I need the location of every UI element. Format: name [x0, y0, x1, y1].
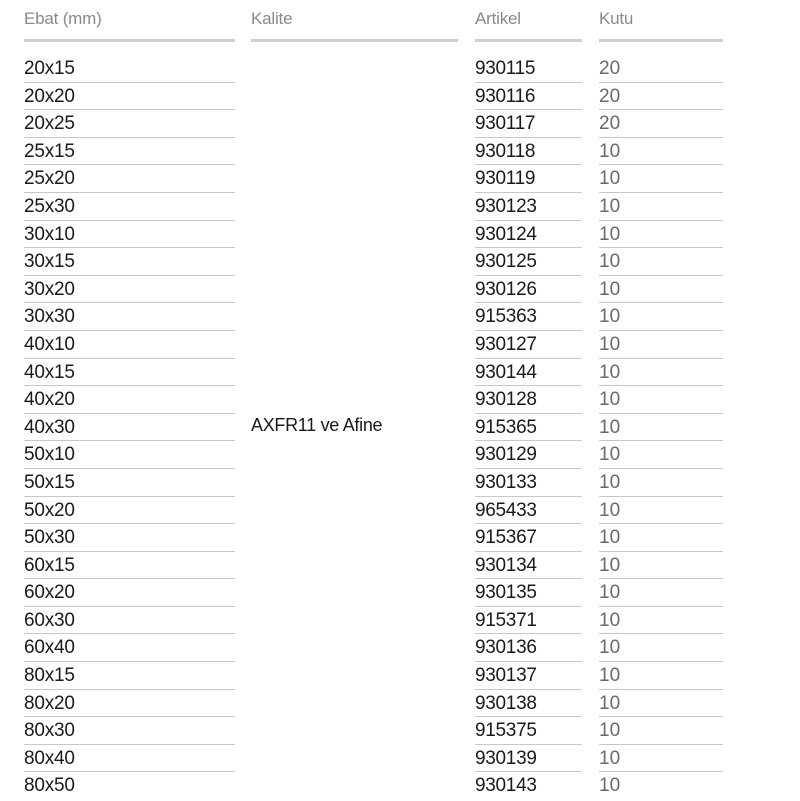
cell-ebat: 30x30	[24, 304, 235, 331]
cell-artikel: 915375	[475, 718, 582, 745]
column-header-artikel: Artikel	[475, 8, 582, 42]
cell-artikel: 930133	[475, 470, 582, 497]
cell-kutu: 10	[599, 194, 723, 221]
table-row	[0, 663, 800, 691]
cell-kutu: 10	[599, 608, 723, 635]
table-row	[0, 194, 800, 222]
cell-ebat: 40x30	[24, 415, 235, 442]
cell-ebat: 60x15	[24, 553, 235, 580]
cell-kutu: 10	[599, 415, 723, 442]
table-body	[0, 56, 800, 801]
table-row	[0, 332, 800, 360]
table-row	[0, 525, 800, 553]
column-header-kutu: Kutu	[599, 8, 723, 42]
table-row	[0, 580, 800, 608]
table-row	[0, 56, 800, 84]
cell-ebat: 20x25	[24, 111, 235, 138]
cell-kutu: 10	[599, 332, 723, 359]
table-row	[0, 553, 800, 581]
cell-kutu: 10	[599, 718, 723, 745]
cell-ebat: 50x20	[24, 498, 235, 525]
cell-kutu: 10	[599, 442, 723, 469]
cell-ebat: 50x30	[24, 525, 235, 552]
table-row	[0, 498, 800, 526]
cell-ebat: 80x40	[24, 746, 235, 773]
cell-kutu: 10	[599, 580, 723, 607]
cell-artikel: 930119	[475, 166, 582, 193]
cell-kutu: 10	[599, 691, 723, 718]
table-row	[0, 277, 800, 305]
cell-ebat: 80x20	[24, 691, 235, 718]
cell-ebat: 30x15	[24, 249, 235, 276]
cell-artikel: 930137	[475, 663, 582, 690]
cell-kutu: 10	[599, 166, 723, 193]
cell-kutu: 10	[599, 222, 723, 249]
cell-kutu: 10	[599, 304, 723, 331]
cell-ebat: 20x15	[24, 56, 235, 83]
table-row	[0, 718, 800, 746]
table-row	[0, 387, 800, 415]
cell-artikel: 930124	[475, 222, 582, 249]
cell-kutu: 10	[599, 277, 723, 304]
cell-artikel: 930143	[475, 775, 537, 797]
cell-kutu: 10	[599, 635, 723, 662]
cell-artikel: 930128	[475, 387, 582, 414]
cell-artikel: 915363	[475, 304, 582, 331]
column-header-ebat: Ebat (mm)	[24, 8, 235, 42]
cell-artikel: 930139	[475, 746, 582, 773]
cell-kutu: 10	[599, 249, 723, 276]
cell-artikel: 930127	[475, 332, 582, 359]
cell-kutu: 10	[599, 775, 621, 797]
table-row	[0, 470, 800, 498]
table-row	[0, 222, 800, 250]
table-row	[0, 249, 800, 277]
cell-artikel: 930126	[475, 277, 582, 304]
cell-kutu: 10	[599, 498, 723, 525]
cell-artikel: 930117	[475, 111, 582, 138]
cell-artikel: 930138	[475, 691, 582, 718]
cell-artikel: 965433	[475, 498, 582, 525]
cell-artikel: 915371	[475, 608, 582, 635]
cell-ebat: 80x30	[24, 718, 235, 745]
cell-ebat: 80x15	[24, 663, 235, 690]
table-row	[0, 360, 800, 388]
cell-ebat: 20x20	[24, 84, 235, 111]
table-row	[0, 773, 800, 801]
table-row	[0, 415, 800, 443]
cell-ebat: 80x50	[24, 775, 75, 797]
cell-ebat: 25x15	[24, 139, 235, 166]
cell-artikel: 930115	[475, 56, 582, 83]
cell-artikel: 930144	[475, 360, 582, 387]
cell-kutu: 10	[599, 663, 723, 690]
cell-artikel: 930118	[475, 139, 582, 166]
cell-kutu: 10	[599, 360, 723, 387]
table-row	[0, 746, 800, 774]
cell-artikel: 930129	[475, 442, 582, 469]
cell-artikel: 930123	[475, 194, 582, 221]
table-row	[0, 608, 800, 636]
cell-artikel: 915365	[475, 415, 582, 442]
cell-kutu: 10	[599, 470, 723, 497]
cell-artikel: 930125	[475, 249, 582, 276]
cell-ebat: 50x15	[24, 470, 235, 497]
cell-kutu: 20	[599, 111, 723, 138]
cell-artikel: 915367	[475, 525, 582, 552]
cell-ebat: 40x20	[24, 387, 235, 414]
cell-kutu: 10	[599, 553, 723, 580]
cell-kutu: 20	[599, 56, 723, 83]
table-row	[0, 111, 800, 139]
cell-ebat: 30x20	[24, 277, 235, 304]
cell-kutu: 10	[599, 139, 723, 166]
kalite-value: AXFR11 ve Afine	[251, 415, 383, 435]
cell-ebat: 50x10	[24, 442, 235, 469]
cell-ebat: 40x10	[24, 332, 235, 359]
cell-kutu: 10	[599, 746, 723, 773]
cell-ebat: 60x20	[24, 580, 235, 607]
table-row	[0, 691, 800, 719]
cell-kutu: 10	[599, 387, 723, 414]
table-row	[0, 84, 800, 112]
cell-kutu: 10	[599, 525, 723, 552]
cell-kutu: 20	[599, 84, 723, 111]
table-row	[0, 139, 800, 167]
cell-artikel: 930136	[475, 635, 582, 662]
cell-artikel: 930134	[475, 553, 582, 580]
cell-ebat: 40x15	[24, 360, 235, 387]
cell-ebat: 60x40	[24, 635, 235, 662]
cell-ebat: 25x30	[24, 194, 235, 221]
cell-artikel: 930116	[475, 84, 582, 111]
cell-ebat: 25x20	[24, 166, 235, 193]
column-header-kalite: Kalite	[251, 8, 458, 42]
cell-ebat: 60x30	[24, 608, 235, 635]
table-row	[0, 635, 800, 663]
cell-ebat: 30x10	[24, 222, 235, 249]
table-row	[0, 304, 800, 332]
table-row	[0, 442, 800, 470]
cell-artikel: 930135	[475, 580, 582, 607]
table-row	[0, 166, 800, 194]
